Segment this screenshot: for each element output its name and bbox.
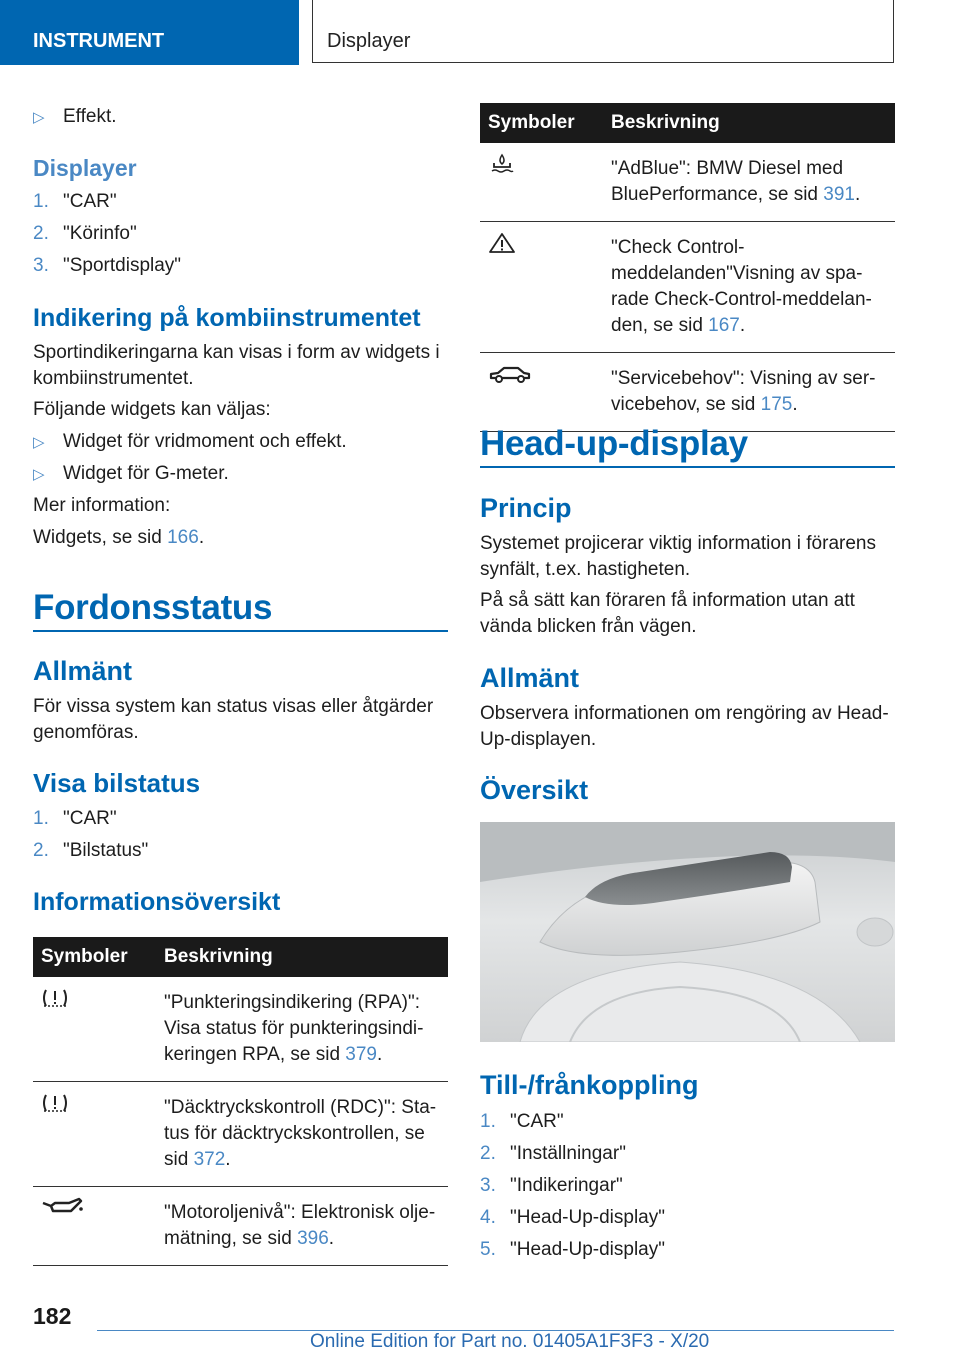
page-link[interactable]: 166 (167, 527, 199, 548)
cross-reference: Widgets, se sid 166. (33, 527, 205, 548)
table-row (33, 1187, 448, 1266)
step-item: 3. "Indikeringar" (480, 1175, 623, 1196)
section-label: INSTRUMENT (33, 30, 165, 52)
column-header: Beskrivning (603, 103, 895, 143)
step-item: 2. "Körinfo" (33, 223, 137, 244)
step-item: 3. "Sportdisplay" (33, 255, 182, 276)
bullet-text: Widget för G-meter. (63, 463, 229, 484)
fordon-heading: Fordonsstatus (33, 588, 273, 627)
table-row (480, 143, 895, 222)
page-link[interactable]: 379 (345, 1044, 377, 1065)
warning-triangle-icon (480, 222, 603, 353)
table-cell: "Motoroljenivå": Elektronisk olje-mätning, se sid 396. (156, 1187, 448, 1266)
table-row (480, 222, 895, 353)
step-item: 2. "Bilstatus" (33, 840, 149, 861)
oil-can-icon (33, 1187, 156, 1266)
table-header (33, 937, 448, 977)
table-row (480, 353, 895, 432)
table-cell: "Punkteringsindikering (RPA)": Visa status för punkteringsindi-keringen RPA, se sid 379. (156, 977, 448, 1082)
tire-warning-icon (33, 977, 156, 1082)
paragraph: Observera informationen om rengöring av Head-Up-displayen. (480, 703, 889, 750)
table-row (33, 1082, 448, 1187)
step-item: 1. "CAR" (33, 191, 117, 212)
car-service-icon (480, 353, 603, 432)
bullet-text: Widget för vridmoment och effekt. (63, 431, 347, 452)
step-text: "CAR" (63, 808, 117, 829)
page-link[interactable]: 396 (297, 1228, 329, 1249)
hud-photo (480, 822, 895, 1042)
step-text: "Körinfo" (63, 223, 137, 244)
step-item: 1. "CAR" (33, 808, 117, 829)
displayer-heading: Displayer (33, 155, 137, 181)
bullet-item (33, 104, 117, 131)
bullet-triangle-icon: ▷ (33, 434, 45, 451)
section-tab (0, 0, 299, 65)
step-item: 4. "Head-Up-display" (480, 1207, 665, 1228)
title-tab (312, 0, 894, 63)
table-row (33, 977, 448, 1082)
step-text: "Inställningar" (510, 1143, 626, 1164)
page-link[interactable]: 391 (823, 184, 855, 205)
column-header: Symboler (480, 103, 603, 143)
page-title: Displayer (327, 30, 411, 52)
paragraph: Sportindikeringarna kan visas i form av widgets i kombiinstrumentet. (33, 342, 440, 389)
step-text: "CAR" (63, 191, 117, 212)
indikering-heading: Indikering på kombiinstrumentet (33, 304, 421, 332)
step-text: "Head-Up-display" (510, 1239, 665, 1260)
step-text: "Bilstatus" (63, 840, 149, 861)
bullet-item (33, 429, 347, 456)
symbol-table (33, 937, 448, 1266)
bullet-text: Effekt. (63, 106, 117, 127)
heading-rule (480, 466, 895, 468)
bullet-triangle-icon: ▷ (33, 109, 45, 126)
step-text: "Sportdisplay" (63, 255, 182, 276)
page-link[interactable]: 175 (760, 394, 793, 415)
table-cell: "Servicebehov": Visning av ser-vicebehov, se sid 175. (603, 353, 895, 432)
bullet-triangle-icon: ▷ (33, 466, 45, 483)
paragraph: På så sätt kan föraren få information utan att vända blicken från vägen. (480, 590, 855, 637)
page-link[interactable]: 167 (708, 315, 740, 336)
edition-note: Online Edition for Part no. 01405A1F3F3 - X/20 (310, 1331, 710, 1352)
table-header (480, 103, 895, 143)
hud-heading: Head-up-display (480, 424, 748, 463)
visa-heading: Visa bilstatus (33, 768, 201, 798)
page-number: 182 (33, 1303, 72, 1329)
heading-rule (33, 630, 448, 632)
tire-warning-icon (33, 1082, 156, 1187)
table-cell: "Däcktryckskontroll (RDC)": Sta-tus för däcktryckskontrollen, se sid 372. (156, 1082, 448, 1187)
step-text: "CAR" (510, 1111, 564, 1132)
till-heading: Till-/frånkoppling (480, 1070, 699, 1100)
page-link[interactable]: 372 (193, 1149, 226, 1170)
paragraph: Mer information: (33, 495, 171, 516)
column-header: Beskrivning (156, 937, 448, 977)
allmant-heading: Allmänt (33, 656, 133, 686)
step-item: 5. "Head-Up-display" (480, 1239, 665, 1260)
step-item: 2. "Inställningar" (480, 1143, 626, 1164)
step-item: 1. "CAR" (480, 1111, 564, 1132)
allmant-heading: Allmänt (480, 663, 580, 693)
oversikt-heading: Översikt (480, 775, 589, 805)
step-text: "Indikeringar" (510, 1175, 623, 1196)
princip-heading: Princip (480, 493, 572, 523)
symbol-table (480, 103, 895, 432)
info-heading: Informationsöversikt (33, 888, 281, 916)
bullet-item (33, 461, 229, 488)
adblue-icon (480, 143, 603, 222)
column-header: Symboler (33, 937, 156, 977)
table-cell: "AdBlue": BMW Diesel med BluePerformance, se sid 391. (603, 143, 895, 222)
paragraph: För vissa system kan status visas eller åtgärder genomföras. (33, 696, 434, 743)
table-cell: "Check Control-meddelanden"Visning av spa-rade Check-Control-meddelan-den, se sid 167. (603, 222, 895, 353)
paragraph: Systemet projicerar viktig information i förarens synfält, t.ex. hastigheten. (480, 533, 876, 580)
paragraph: Följande widgets kan väljas: (33, 399, 271, 420)
step-text: "Head-Up-display" (510, 1207, 665, 1228)
